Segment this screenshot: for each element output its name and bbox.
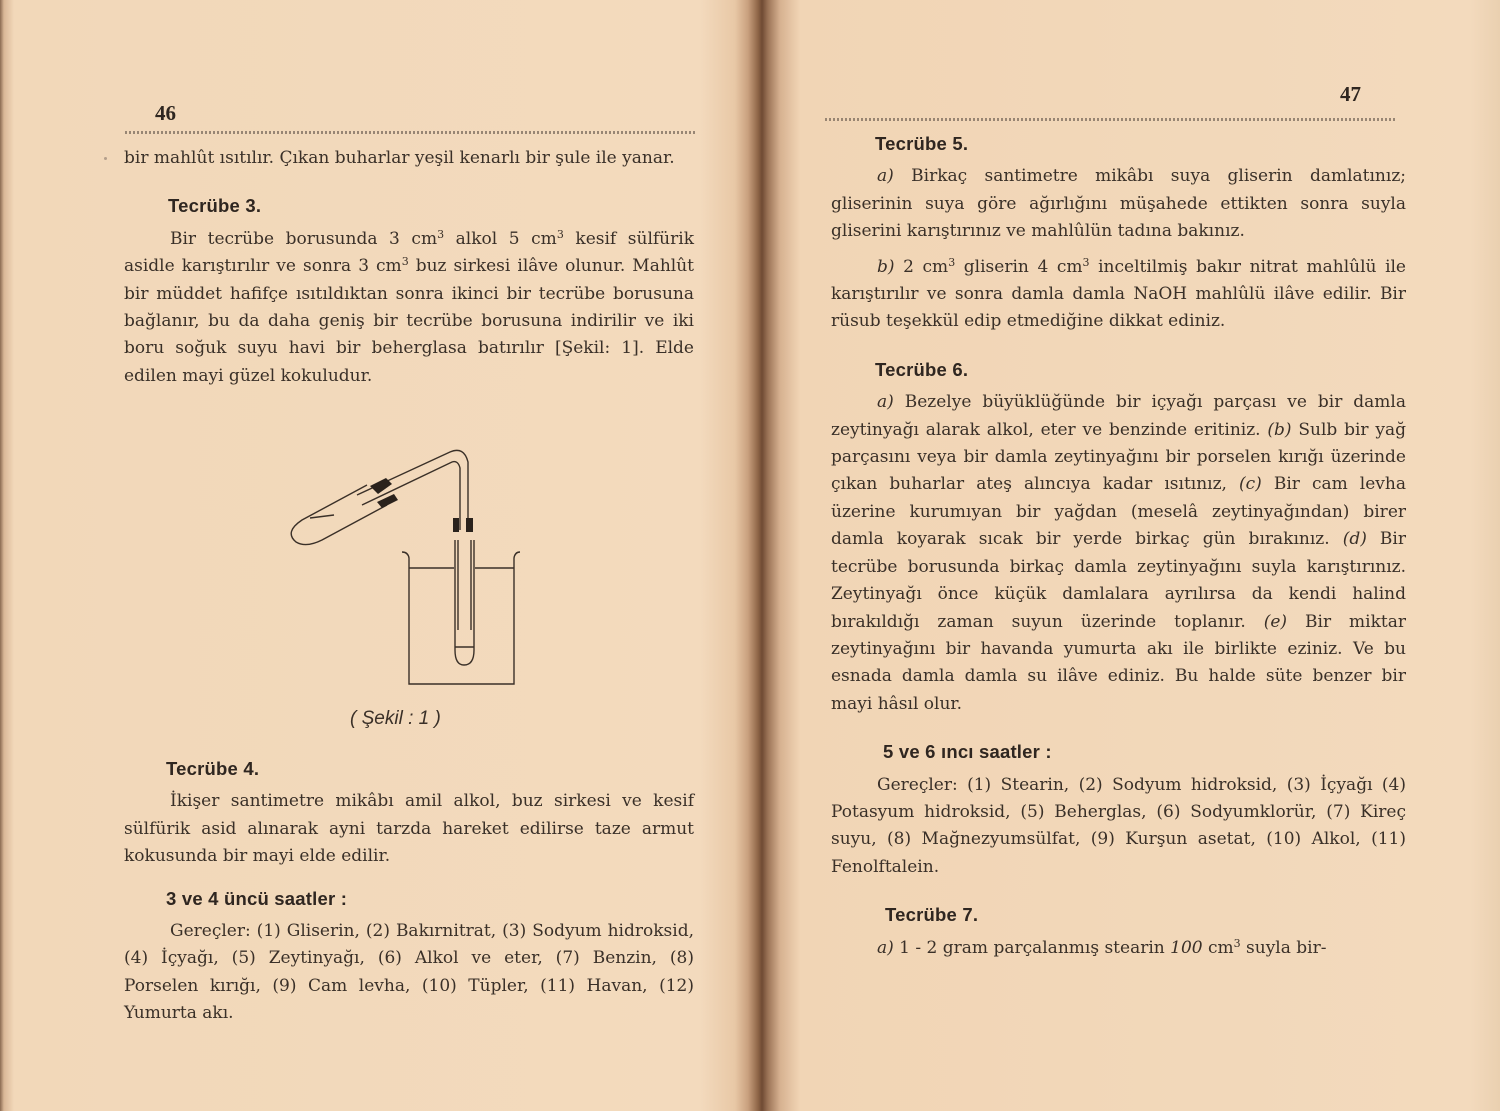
experiment-4-paragraph: İkişer santimetre mikâbı amil alkol, buz sirkesi ve kesif sülfürik asid alınarak ayni tarzda hareket edilirse taze armut kokusunda bir mayi elde edilir.	[124, 791, 694, 867]
materials-5-6-paragraph: Gereçler: (1) Stearin, (2) Sodyum hidroksid, (3) İçyağı (4) Potasyum hidroksid, (5) Beherglas, (6) Sodyumklorür, (7) Kireç suyu, (8) Mağnezyumsülfat, (9) Kurşun asetat, (10) Alkol, (11) Fenolftalein.	[831, 774, 1406, 877]
slanted-test-tube	[291, 485, 387, 545]
experiment-5a-paragraph: a) Birkaç santimetre mikâbı suya gliserin damlatınız; gliserinin suya göre ağırlığını müşahede ettikten sonra suyla gliserini karıştırınız ve mahlûlün tadına bakınız.	[831, 166, 1407, 242]
experiment-3-paragraph: Bir tecrübe borusunda 3 $cm^3$ alkol 5 $cm^3$ kesif sülfürik asidle karıştırılır ve sonra 3 $cm^3$ buz sirkesi ilâve olunur. Mahlût bir müddet hafifçe ısıtıldıktan sonra ikinci bir tecrübe borusuna bağlanır, bu da daha geniş bir tecrübe borusuna indirilir ve iki boru soğuk suyu havi bir beherglasa batırılır [Şekil: 1]. Elde edilen mayi güzel kokuludur.	[124, 227, 695, 386]
liquid-level-line	[310, 515, 334, 518]
heading-experiment-4: Tecrübe 4.	[166, 758, 260, 779]
heading-hours-3-4: 3 ve 4 üncü saatler :	[166, 887, 348, 909]
rubber-stoppers	[370, 478, 473, 532]
right-text-column	[831, 130, 1406, 962]
left-text-column	[124, 145, 694, 390]
distillation-apparatus-figure	[282, 440, 542, 700]
heading-experiment-3: Tecrübe 3.	[168, 195, 262, 217]
header-rule-left	[125, 131, 695, 134]
page-number-left: 46	[155, 101, 176, 125]
item-label-a: a)	[877, 166, 894, 187]
heading-experiment-7: Tecrübe 7.	[885, 904, 979, 926]
experiment-5b-paragraph: b) 2 $cm^3$ gliserin 4 $cm^3$ inceltilmiş bakır nitrat mahlûlü ile karıştırılır ve sonra damla damla NaOH mahlûlü ilâve edilir. Bir rüsub teşekkül edip etmediğine dikkat ediniz.	[831, 255, 1406, 332]
experiment-6-paragraph: a) Bezelye büyüklüğünde bir içyağı parçası ve bir damla zeytinyağı alarak alkol, eter ve benzinde eritiniz. (b) Sulb bir yağ parçasını veya bir damla zeytinyağını bir porselen kırığı üzerinde çıkan buharlar ateş alıncıya kadar ısıtınız, (c) Bir cam levha üzerine kurumıyan bir yağdan (meselâ zeytinyağından) birer damla koyarak sıcak bir yerde birkaç gün bırakınız. (d) Bir tecrübe borusunda birkaç damla zeytinyağını suyla karıştırınız. Zeytinyağı önce küçük damlalara ayrılırsa da kendi halind bırakıldığı zaman suyun üzerinde toplanır. (e) Bir miktar zeytinyağını bir havanda yumurta akı ile birlikte eziniz. Ve bu esnada damla damla su ilâve ediniz. Bu halde süte benzer bir mayi hâsıl olur.	[831, 392, 1406, 714]
heading-hours-5-6: 5 ve 6 ıncı saatler :	[883, 741, 1052, 763]
item-label-b: b)	[877, 256, 895, 277]
right-page	[765, 0, 1500, 1111]
header-rule-right	[825, 118, 1397, 121]
heading-experiment-6: Tecrübe 6.	[875, 358, 969, 380]
continuation-paragraph: bir mahlût ısıtılır. Çıkan buharlar yeşil kenarlı bir şule ile yanar.	[124, 148, 675, 168]
materials-3-4-paragraph: Gereçler: (1) Gliserin, (2) Bakırnitrat, (3) Sodyum hidroksid, (4) İçyağı, (5) Zeytinyağı, (6) Alkol ve eter, (7) Benzin, (8) Porselen kırığı, (9) Cam levha, (10) Tüpler, (11) Havan, (12) Yumurta akı.	[124, 921, 694, 1024]
left-text-column-lower	[124, 755, 694, 1028]
page-number-right: 47	[1340, 82, 1361, 106]
experiment-7a-paragraph: a) 1 - 2 gram parçalanmış stearin 100 $cm^3$ suyla bir-	[877, 936, 1327, 958]
figure-caption: ( Şekil : 1 )	[350, 708, 441, 729]
heading-experiment-5: Tecrübe 5.	[875, 133, 969, 154]
